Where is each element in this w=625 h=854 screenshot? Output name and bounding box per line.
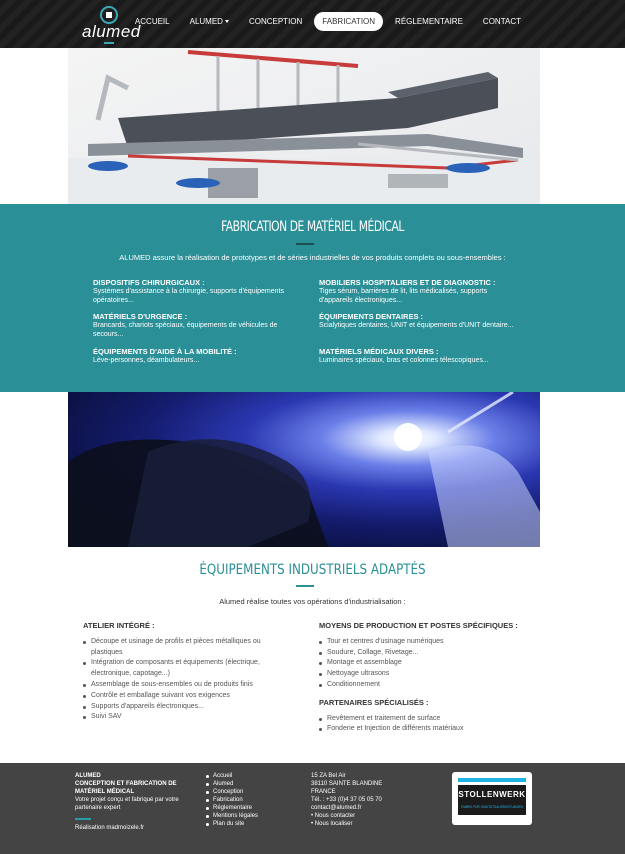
category-title: ÉQUIPEMENTS D'AIDE À LA MOBILITÉ : [93,347,237,356]
list-item: Supports d'appareils électroniques... [83,702,293,713]
list-item: Découpe et usinage de profils et pièces métalliques ou plastiques [83,637,293,659]
fabrication-intro: ALUMED assure la réalisation de prototypes et de séries industrielles de vos produits complets ou sous-ensembles : [119,253,506,262]
nav-item-accueil[interactable]: ACCUEIL [134,17,170,26]
category-aide-mobilite [93,347,293,365]
footer-link-alumed[interactable]: Alumed [206,780,258,788]
partenaires-list [319,714,539,736]
footer-link-plan[interactable]: Plan du site [206,820,258,828]
category-title: DISPOSITIFS CHIRURGICAUX : [93,278,205,287]
nav-item-contact[interactable]: CONTACT [482,17,521,26]
partner-tagline: FABRIK FÜR SANITÄTSAUSRÜSTUNGEN [461,805,523,809]
list-item: Nettoyage ultrasons [319,669,539,680]
category-desc: Tiges sérum, barrières de lit, lits médicalisés, supports d'appareils électroniques... [319,288,488,304]
hero-carousel-image [68,48,540,205]
title-divider [296,585,314,587]
footer-about-title: ALUMED [75,773,101,779]
address-line: 15 ZA Bel Air [311,773,346,779]
category-materiels-urgence [93,312,293,339]
email-link[interactable]: contact@alumed.fr [311,805,362,811]
atelier-title: ATELIER INTÉGRÉ : [83,621,155,630]
contact-link[interactable]: • Nous contacter [311,812,431,820]
list-item: Suivi SAV [83,712,293,723]
category-desc: Brancards, chariots spéciaux, équipements de véhicules de secours... [93,322,278,338]
partner-name: STOLLENWERK [458,790,526,799]
category-title: MOBILIERS HOSPITALIERS ET DE DIAGNOSTIC : [319,278,496,287]
category-materiels-divers [319,347,519,365]
footer-about-text: Votre projet conçu et fabriqué par votre partenaire expert [75,797,179,811]
address-line: FRANCE [311,789,336,795]
category-equipements-dentaires [319,312,519,330]
footer-about [75,772,185,832]
locate-link[interactable]: • Nous localiser [311,820,431,828]
industrial-intro: Alumed réalise toutes vos opérations d'industrialisation : [219,597,406,606]
footer-link-mentions[interactable]: Mentions légales [206,812,258,820]
logo-underline [104,42,114,44]
footer-link-accueil[interactable]: Accueil [206,772,258,780]
footer-link-reglementaire[interactable]: Réglementaire [206,804,258,812]
logo-text: alumed [82,22,141,41]
category-title: MATÉRIELS D'URGENCE : [93,312,188,321]
category-desc: Scialytiques dentaires, UNIT et équipements d'UNIT dentaire... [319,322,514,329]
partner-logo-badge [458,785,526,815]
address-line: 38110 SAINTE BLANDINE [311,781,383,787]
category-mobiliers-hospitaliers [319,278,519,305]
nav-item-reglementaire[interactable]: RÉGLEMENTAIRE [395,17,463,26]
atelier-integre-column [83,621,293,723]
footer-divider [75,818,91,820]
moyens-production-column [319,621,539,735]
site-footer [0,763,625,854]
category-title: MATÉRIELS MÉDICAUX DIVERS : [319,347,439,356]
industrial-title: ÉQUIPEMENTS INDUSTRIELS ADAPTÉS [199,562,426,578]
footer-link-conception[interactable]: Conception [206,788,258,796]
list-item: Tour et centres d'usinage numériques [319,637,539,648]
fabrication-section [0,204,625,392]
list-item: Soudure, Collage, Rivetage... [319,648,539,659]
main-nav [127,12,529,31]
list-item: Intégration de composants et équipements (électrique, électronique, capotage...) [83,658,293,680]
nav-item-fabrication[interactable]: FABRICATION [314,12,383,31]
phone-number[interactable]: Tél. : +33 (0)4 37 05 05 70 [311,797,382,803]
top-navbar [0,0,625,48]
nav-item-conception[interactable]: CONCEPTION [248,17,303,26]
welder-illustration [68,392,540,547]
list-item: Assemblage de sous-ensembles ou de produits finis [83,680,293,691]
list-item: Contrôle et emballage suivant vos exigences [83,691,293,702]
partenaires-title: PARTENAIRES SPÉCIALISÉS : [319,697,429,707]
title-divider [296,243,314,245]
footer-contact [311,772,431,828]
partner-logo-stripe [458,778,526,782]
atelier-list [83,637,293,723]
welding-image [68,392,540,547]
footer-about-subtitle: CONCEPTION ET FABRICATION DE MATÉRIEL MÉDICAL [75,781,177,795]
category-desc: Luminaires spéciaux, bras et colonnes télescopiques... [319,357,489,364]
fabrication-title: FABRICATION DE MATÉRIEL MÉDICAL [221,219,404,235]
footer-link-fabrication[interactable]: Fabrication [206,796,258,804]
caret-down-icon [225,20,229,23]
list-item: Revêtement et traitement de surface [319,714,539,725]
moyens-title: MOYENS DE PRODUCTION ET POSTES SPÉCIFIQUES : [319,621,518,630]
category-dispositifs-chirurgicaux [93,278,293,305]
nav-item-alumed[interactable]: ALUMED [182,12,237,31]
category-desc: Lève-personnes, déambulateurs... [93,357,200,364]
list-item: Montage et assemblage [319,658,539,669]
list-item: Conditionnement [319,680,539,691]
footer-links [206,772,258,828]
partner-logo[interactable] [452,772,532,825]
list-item: Fonderie et Injection de différents matériaux [319,724,539,735]
category-title: ÉQUIPEMENTS DENTAIRES : [319,312,424,321]
category-desc: Systèmes d'assistance à la chirurgie, supports d'équipements opératoires... [93,288,284,304]
stretcher-illustration [68,48,540,205]
footer-credit-link[interactable]: Réalisation madmoizele.fr [75,825,145,831]
moyens-list [319,637,539,691]
